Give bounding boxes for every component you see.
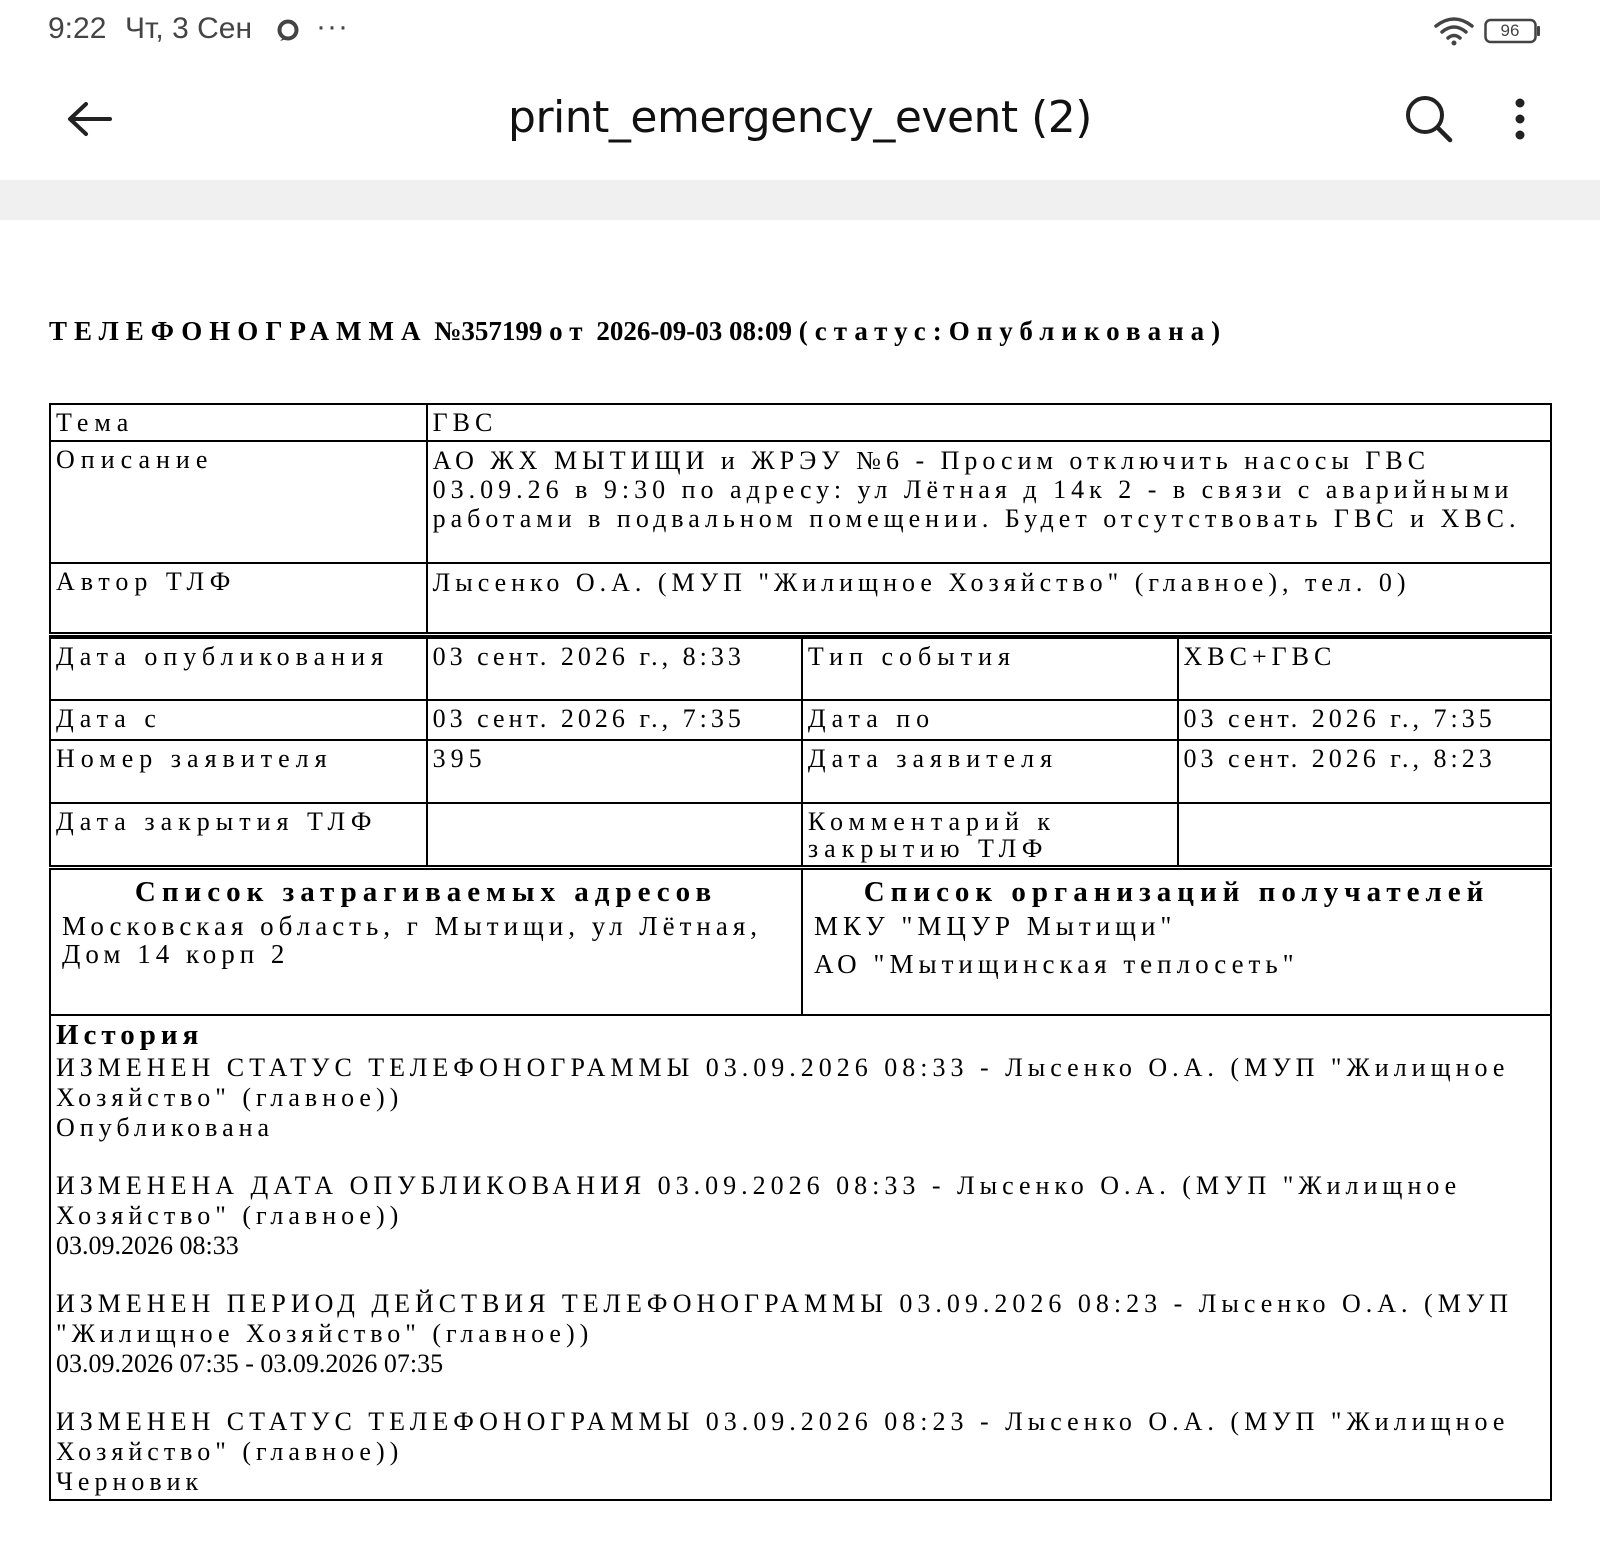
description-label: Описание: [50, 441, 427, 563]
description-value: АО ЖХ МЫТИЩИ и ЖРЭУ №6 - Просим отключить насосы ГВС 03.09.26 в 9:30 по адресу: ул Лётная д 14к 2 - в связи с аварийными работами в подвальном помещении. Будет отсутствовать ГВС и ХВС.: [427, 441, 1551, 563]
table-row: [50, 563, 1551, 633]
applicant-date-label: Дата заявителя: [802, 740, 1178, 803]
date-from-label: Дата с: [50, 700, 427, 740]
addresses-cell: [50, 869, 802, 1015]
organizations-cell: [802, 869, 1551, 1015]
history-entry-value: Опубликована: [56, 1113, 275, 1142]
notification-icon: [276, 18, 300, 42]
document-heading: [49, 316, 1220, 347]
close-date-label: Дата закрытия ТЛФ: [50, 803, 427, 866]
lists-table: [49, 868, 1552, 1501]
history-entry-text: ИЗМЕНЕН СТАТУС ТЕЛЕФОНОГРАММЫ 03.09.2026 08:33 - Лысенко О.А. (МУП "Жилищное Хозяйство" (главное)): [56, 1053, 1510, 1112]
close-date-value: [427, 803, 802, 866]
history-entry: [56, 1171, 1545, 1261]
battery-icon: [1484, 18, 1542, 44]
date-to-value: 03 сент. 2026 г., 7:35: [1178, 700, 1551, 740]
main-info-table: [49, 403, 1552, 634]
author-label: Автор ТЛФ: [50, 563, 427, 633]
topic-value: ГВС: [427, 404, 1551, 441]
history-entry-value: 03.09.2026 08:33: [56, 1231, 239, 1260]
close-comment-value: [1178, 803, 1551, 866]
date-to-label: Дата по: [802, 700, 1178, 740]
organization-item: МКУ "МЦУР Мытищи": [814, 911, 1177, 941]
applicant-date-value: 03 сент. 2026 г., 8:23: [1178, 740, 1551, 803]
battery-level: 96: [1500, 21, 1520, 40]
toolbar-divider: [0, 180, 1600, 220]
status-bar: [0, 0, 1600, 62]
history-entry: [56, 1289, 1545, 1379]
status-time: 9:22: [48, 12, 107, 45]
file-title: print_emergency_event (2): [508, 92, 1092, 143]
search-icon[interactable]: [1402, 92, 1456, 146]
table-row: [50, 1015, 1551, 1500]
document-page: [0, 220, 1600, 1552]
history-entry-value: 03.09.2026 07:35 - 03.09.2026 07:35: [56, 1349, 444, 1378]
table-row: [50, 803, 1551, 866]
applicant-number-label: Номер заявителя: [50, 740, 427, 803]
organizations-title: Список организаций получателей: [863, 876, 1490, 908]
heading-label: ТЕЛЕФОНОГРАММА: [49, 316, 428, 346]
table-row: [50, 441, 1551, 563]
table-row: [50, 637, 1551, 700]
history-title: История: [56, 1019, 204, 1051]
addresses-title: Список затрагиваемых адресов: [134, 876, 718, 908]
event-type-value: ХВС+ГВС: [1178, 637, 1551, 700]
heading-datetime: 2026-09-03 08:09: [596, 316, 793, 346]
table-row: [50, 404, 1551, 441]
close-comment-label: Комментарий к закрытию ТЛФ: [802, 803, 1178, 866]
event-type-label: Тип события: [802, 637, 1178, 700]
history-entry: [56, 1407, 1545, 1497]
history-entry-text: ИЗМЕНЕН ПЕРИОД ДЕЙСТВИЯ ТЕЛЕФОНОГРАММЫ 03.09.2026 08:23 - Лысенко О.А. (МУП "Жилищное Хозяйство" (главное)): [56, 1289, 1514, 1348]
heading-status: Опубликована: [948, 316, 1212, 346]
history-entry: [56, 1053, 1545, 1143]
status-date: Чт, 3 Сен: [125, 12, 253, 45]
table-row: [50, 700, 1551, 740]
heading-number: №357199: [434, 316, 543, 346]
date-from-value: 03 сент. 2026 г., 7:35: [427, 700, 802, 740]
pub-date-label: Дата опубликования: [50, 637, 427, 700]
wifi-icon: [1434, 16, 1474, 46]
history-cell: [50, 1015, 1551, 1500]
table-row: [50, 869, 1551, 1015]
heading-status-suffix: ): [1211, 316, 1221, 346]
history-entry-text: ИЗМЕНЕН СТАТУС ТЕЛЕФОНОГРАММЫ 03.09.2026 08:23 - Лысенко О.А. (МУП "Жилищное Хозяйство" (главное)): [56, 1407, 1510, 1466]
heading-from: от: [549, 316, 590, 346]
topic-label: Тема: [50, 404, 427, 441]
app-bar: [0, 62, 1600, 180]
more-notifications-icon: ···: [316, 10, 349, 43]
details-table: [49, 635, 1552, 867]
address-item: Московская область, г Мытищи, ул Лётная, Дом 14 корп 2: [62, 911, 762, 969]
more-options-icon[interactable]: [1500, 92, 1540, 146]
history-entry-text: ИЗМЕНЕНА ДАТА ОПУБЛИКОВАНИЯ 03.09.2026 08:33 - Лысенко О.А. (МУП "Жилищное Хозяйство" (главное)): [56, 1171, 1462, 1230]
pub-date-value: 03 сент. 2026 г., 8:33: [427, 637, 802, 700]
history-entry-value: Черновик: [56, 1467, 204, 1496]
table-row: [50, 740, 1551, 803]
heading-status-prefix: (статус:: [798, 316, 949, 346]
author-value: Лысенко О.А. (МУП "Жилищное Хозяйство" (главное), тел. 0): [427, 563, 1551, 633]
organization-item: АО "Мытищинская теплосеть": [814, 949, 1299, 979]
applicant-number-value: 395: [427, 740, 802, 803]
